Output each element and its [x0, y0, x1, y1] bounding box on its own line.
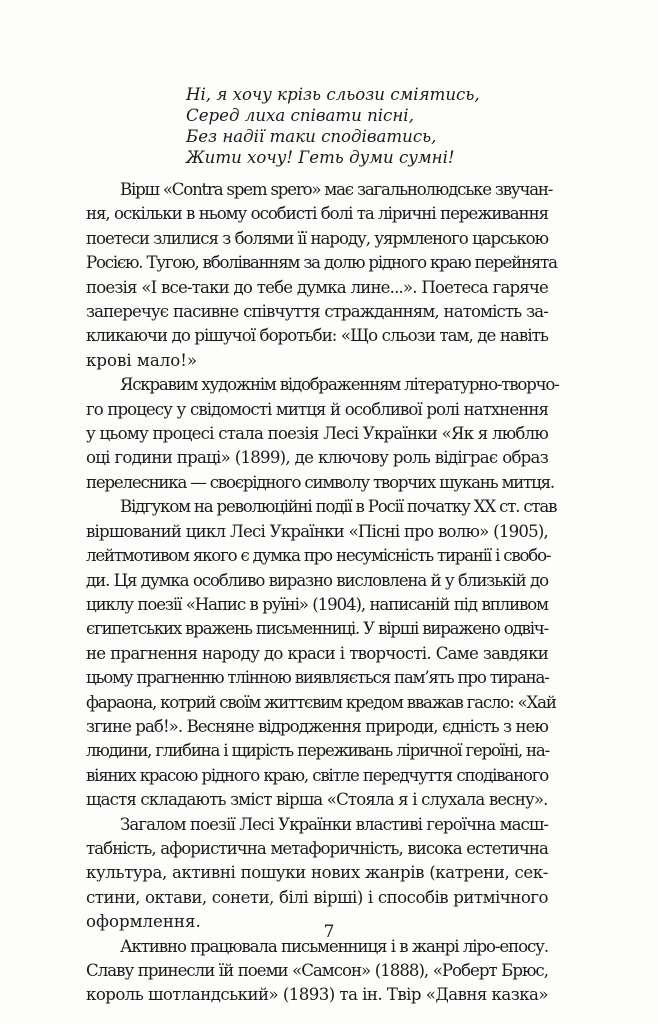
poem-epigraph — [186, 84, 480, 168]
body-text — [86, 178, 559, 1008]
text-line: заперечує пасивне співчуття стражданням, натомість за- — [86, 302, 548, 322]
text-line: людини, глибина і щирість переживань ліричної героїні, на- — [86, 741, 549, 761]
text-line: культура, активні пошуки нових жанрів (катрени, сек- — [86, 863, 548, 883]
text-line: крові мало!» — [86, 350, 198, 370]
text-line: віяних красою рідного краю, світле передчуття сподіваного — [86, 765, 548, 785]
paragraph-poetic-features — [86, 813, 548, 935]
text-line: Яскравим художнім відображенням літературно-творчо- — [120, 375, 559, 395]
paragraph-creative-process — [86, 373, 559, 495]
text-line: оформлення. — [86, 912, 201, 932]
text-line: віршований цикл Лесі Українки «Пісні про волю» (1905), — [86, 521, 548, 541]
text-line: Загалом поезії Лесі Українки властиві героїчна масш- — [120, 814, 548, 834]
paragraph-lyric-epic — [86, 935, 548, 1008]
text-line: лейтмотивом якого є думка про несумісність тиранії і свобо- — [86, 546, 551, 566]
text-line: щастя складають зміст вірша «Стояла я і слухала весну». — [86, 790, 548, 810]
text-line: Вірш «Contra spem spero» має загальнолюдське звучан- — [120, 180, 553, 199]
paragraph-contra-spem-spero — [86, 178, 557, 373]
text-line: фараона, котрий своїм життєвим кредом вважав гасло: «Хай — [86, 692, 556, 712]
text-line: згине раб!». Весняне відродження природи, єдність з нею — [86, 716, 548, 736]
text-line: не прагнення народу до краси і творчості. Саме завдяки — [86, 643, 548, 663]
text-line: го процесу у свідомості митця й особливої ролі натхнення — [86, 399, 548, 419]
text-line: Славу принесли їй поеми «Самсон» (1888), «Роберт Брюс, — [86, 961, 548, 980]
text-line: у цьому процесі стала поезія Лесі Українки «Як я люблю — [86, 424, 548, 444]
text-line: ня, оскільки в ньому особисті болі та ліричні переживання — [86, 204, 548, 224]
text-line: оці години праці» (1899), де ключову роль відіграє образ — [86, 448, 548, 468]
page-number: 7 — [323, 922, 335, 942]
poem-line: Ні, я хочу крізь сльози сміятись, — [186, 85, 480, 104]
poem-line: Серед лиха співати пісні, — [186, 106, 414, 125]
text-line: перелесника — своєрідного символу творчих шукань митця. — [86, 472, 554, 492]
text-line: Активно працювала письменниця і в жанрі ліро-епосу. — [120, 936, 548, 956]
text-line: циклу поезії «Напис в руїні» (1904), написаній під впливом — [86, 594, 548, 614]
text-line: Росією. Тугою, вболіванням за долю рідного краю перейнята — [86, 253, 557, 273]
text-line: поезія «І все-таки до тебе думка лине...». Поетеса гаряче — [86, 277, 548, 297]
text-line: кликаючи до рішучої боротьби: «Що сльози там, де навіть — [86, 326, 548, 346]
poem-line: Жити хочу! Геть думи сумні! — [186, 148, 455, 167]
text-line: король шотландський» (1893) та ін. Твір «Давня казка» — [86, 985, 548, 1005]
text-line: єгипетських вражень письменниці. У вірші виражено одвіч- — [86, 619, 548, 639]
text-line: стини, октави, сонети, білі вірші) і способів ритмічного — [86, 887, 548, 907]
text-line: табність, афористична метафоричність, висока естетична — [86, 838, 548, 858]
text-line: поетеси злилися з болями її народу, уярмленого царською — [86, 228, 548, 248]
text-line: цьому прагненню тлінною виявляється пам’ять про тирана- — [86, 668, 549, 688]
paragraph-songs-about-freedom — [86, 495, 557, 812]
text-line: Відгуком на революційні події в Росії початку ХХ ст. став — [120, 497, 557, 517]
text-line: ди. Ця думка особливо виразно висловлена й у близькій до — [86, 570, 548, 590]
poem-line: Без надії таки сподіватись, — [186, 127, 437, 146]
